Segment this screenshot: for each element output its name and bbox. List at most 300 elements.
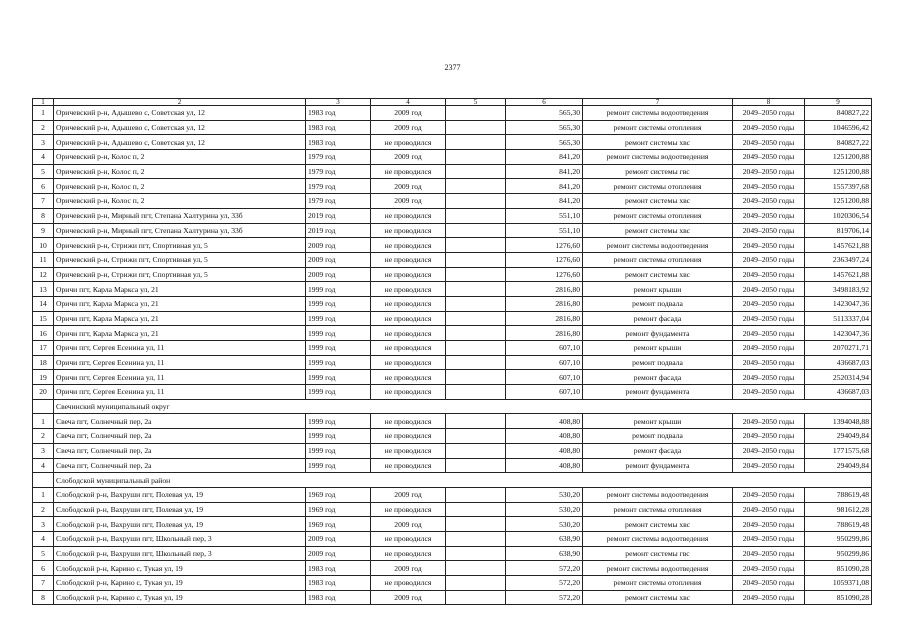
work-type-cell: ремонт системы хвс (583, 517, 733, 532)
empty-cell (446, 385, 506, 400)
period-cell: 2049–2050 годы (733, 487, 805, 502)
work-type-cell: ремонт системы водоотведения (583, 106, 733, 121)
address-cell: Оричи пгт, Сергея Есенина ул, 11 (54, 370, 306, 385)
row-number: 2 (33, 120, 54, 135)
column-number: 3 (306, 99, 371, 106)
column-number: 6 (506, 99, 583, 106)
last-repair-cell: 2009 год (371, 487, 446, 502)
period-cell: 2049–2050 годы (733, 429, 805, 444)
work-type-cell: ремонт подвала (583, 296, 733, 311)
period-cell: 2049–2050 годы (733, 531, 805, 546)
cost-cell: 851090,28 (805, 561, 872, 576)
cost-cell: 5113337,04 (805, 311, 872, 326)
page-number: 2377 (444, 63, 461, 72)
table-row (33, 282, 872, 297)
address-cell: Свеча пгт, Солнечный пер, 2а (54, 443, 306, 458)
cost-cell: 1423047,36 (805, 296, 872, 311)
build-year-cell: 1999 год (306, 385, 371, 400)
table-row (33, 238, 872, 253)
area-cell: 841,20 (506, 179, 583, 194)
cost-cell: 436687,03 (805, 355, 872, 370)
cost-cell: 1251200,88 (805, 150, 872, 165)
cost-cell: 851090,28 (805, 590, 872, 605)
row-number: 8 (33, 590, 54, 605)
empty-cell (446, 267, 506, 282)
period-cell: 2049–2050 годы (733, 517, 805, 532)
column-number: 7 (583, 99, 733, 106)
period-cell: 2049–2050 годы (733, 590, 805, 605)
period-cell: 2049–2050 годы (733, 179, 805, 194)
row-number: 9 (33, 223, 54, 238)
cost-cell: 436687,03 (805, 385, 872, 400)
period-cell: 2049–2050 годы (733, 576, 805, 591)
build-year-cell: 1999 год (306, 296, 371, 311)
period-cell: 2049–2050 годы (733, 355, 805, 370)
area-cell: 530,20 (506, 487, 583, 502)
work-type-cell: ремонт системы хвс (583, 135, 733, 150)
section-number-cell (33, 399, 54, 414)
table-row (33, 208, 872, 223)
table-row (33, 502, 872, 517)
address-cell: Оричевский р-н, Мирный пгт, Степана Халтурина ул, 33б (54, 223, 306, 238)
table-row (33, 487, 872, 502)
last-repair-cell: не проводился (371, 223, 446, 238)
work-type-cell: ремонт фасада (583, 311, 733, 326)
area-cell: 572,20 (506, 576, 583, 591)
address-cell: Оричи пгт, Карла Маркса ул, 21 (54, 326, 306, 341)
address-cell: Оричевский р-н, Адышево с, Советская ул, 12 (54, 135, 306, 150)
address-cell: Слободской р-н, Вахруши пгт, Школьный пер, 3 (54, 531, 306, 546)
last-repair-cell: не проводился (371, 458, 446, 473)
address-cell: Оричи пгт, Карла Маркса ул, 21 (54, 311, 306, 326)
empty-cell (446, 326, 506, 341)
empty-cell (446, 576, 506, 591)
row-number: 7 (33, 194, 54, 209)
build-year-cell: 1999 год (306, 341, 371, 356)
period-cell: 2049–2050 годы (733, 370, 805, 385)
row-number: 5 (33, 164, 54, 179)
area-cell: 607,10 (506, 355, 583, 370)
cost-cell: 788619,48 (805, 487, 872, 502)
empty-cell (446, 135, 506, 150)
last-repair-cell: не проводился (371, 282, 446, 297)
build-year-cell: 2009 год (306, 252, 371, 267)
cost-cell: 1557397,68 (805, 179, 872, 194)
last-repair-cell: не проводился (371, 370, 446, 385)
period-cell: 2049–2050 годы (733, 223, 805, 238)
row-number: 13 (33, 282, 54, 297)
address-cell: Оричевский р-н, Стрижи пгт, Спортивная ул, 5 (54, 267, 306, 282)
table-row (33, 106, 872, 121)
period-cell: 2049–2050 годы (733, 326, 805, 341)
empty-cell (446, 179, 506, 194)
last-repair-cell: не проводился (371, 546, 446, 561)
table-row (33, 561, 872, 576)
work-type-cell: ремонт фасада (583, 370, 733, 385)
period-cell: 2049–2050 годы (733, 106, 805, 121)
area-cell: 530,20 (506, 502, 583, 517)
row-number: 10 (33, 238, 54, 253)
column-number: 2 (54, 99, 306, 106)
build-year-cell: 1999 год (306, 326, 371, 341)
last-repair-cell: не проводился (371, 296, 446, 311)
row-number: 4 (33, 458, 54, 473)
area-cell: 572,20 (506, 590, 583, 605)
section-title: Свечинский муниципальный округ (54, 399, 872, 414)
table-row (33, 311, 872, 326)
table-row (33, 135, 872, 150)
empty-cell (446, 355, 506, 370)
work-type-cell: ремонт системы отопления (583, 208, 733, 223)
last-repair-cell: не проводился (371, 429, 446, 444)
cost-cell: 840827,22 (805, 106, 872, 121)
table-row (33, 267, 872, 282)
empty-cell (446, 194, 506, 209)
work-type-cell: ремонт системы хвс (583, 194, 733, 209)
row-number: 15 (33, 311, 54, 326)
empty-cell (446, 341, 506, 356)
build-year-cell: 2019 год (306, 223, 371, 238)
row-number: 19 (33, 370, 54, 385)
work-type-cell: ремонт системы гвс (583, 164, 733, 179)
empty-cell (446, 590, 506, 605)
work-type-cell: ремонт системы хвс (583, 223, 733, 238)
row-number: 3 (33, 135, 54, 150)
cost-cell: 1423047,36 (805, 326, 872, 341)
address-cell: Слободской р-н, Карино с, Тукая ул, 19 (54, 590, 306, 605)
build-year-cell: 1999 год (306, 311, 371, 326)
table-row (33, 443, 872, 458)
last-repair-cell: не проводился (371, 267, 446, 282)
table-row (33, 546, 872, 561)
cost-cell: 2363497,24 (805, 252, 872, 267)
period-cell: 2049–2050 годы (733, 150, 805, 165)
address-cell: Оричевский р-н, Адышево с, Советская ул, 12 (54, 120, 306, 135)
empty-cell (446, 561, 506, 576)
empty-cell (446, 517, 506, 532)
address-cell: Оричевский р-н, Стрижи пгт, Спортивная ул, 5 (54, 252, 306, 267)
work-type-cell: ремонт подвала (583, 355, 733, 370)
empty-cell (446, 252, 506, 267)
area-cell: 565,30 (506, 120, 583, 135)
row-number: 1 (33, 414, 54, 429)
area-cell: 2816,80 (506, 311, 583, 326)
address-cell: Оричи пгт, Сергея Есенина ул, 11 (54, 385, 306, 400)
work-type-cell: ремонт системы гвс (583, 546, 733, 561)
table-row (33, 355, 872, 370)
empty-cell (446, 282, 506, 297)
table-row (33, 326, 872, 341)
last-repair-cell: 2009 год (371, 179, 446, 194)
cost-cell: 950299,86 (805, 531, 872, 546)
address-cell: Свеча пгт, Солнечный пер, 2а (54, 429, 306, 444)
empty-cell (446, 546, 506, 561)
build-year-cell: 2019 год (306, 208, 371, 223)
empty-cell (446, 164, 506, 179)
build-year-cell: 2009 год (306, 238, 371, 253)
table-row (33, 194, 872, 209)
table-row (33, 252, 872, 267)
period-cell: 2049–2050 годы (733, 238, 805, 253)
work-type-cell: ремонт системы водоотведения (583, 561, 733, 576)
table-row (33, 179, 872, 194)
empty-cell (446, 296, 506, 311)
cost-cell: 950299,86 (805, 546, 872, 561)
row-number: 3 (33, 443, 54, 458)
period-cell: 2049–2050 годы (733, 546, 805, 561)
period-cell: 2049–2050 годы (733, 282, 805, 297)
last-repair-cell: не проводился (371, 576, 446, 591)
cost-cell: 1457621,88 (805, 238, 872, 253)
row-number: 17 (33, 341, 54, 356)
period-cell: 2049–2050 годы (733, 414, 805, 429)
row-number: 16 (33, 326, 54, 341)
cost-cell: 1046596,42 (805, 120, 872, 135)
work-type-cell: ремонт крыши (583, 282, 733, 297)
last-repair-cell: не проводился (371, 414, 446, 429)
table-row (33, 458, 872, 473)
address-cell: Свеча пгт, Солнечный пер, 2а (54, 414, 306, 429)
last-repair-cell: не проводился (371, 208, 446, 223)
address-cell: Оричевский р-н, Колос п, 2 (54, 179, 306, 194)
empty-cell (446, 502, 506, 517)
last-repair-cell: не проводился (371, 385, 446, 400)
row-number: 7 (33, 576, 54, 591)
address-cell: Слободской р-н, Вахруши пгт, Полевая ул, 19 (54, 502, 306, 517)
last-repair-cell: 2009 год (371, 590, 446, 605)
last-repair-cell: 2009 год (371, 150, 446, 165)
work-type-cell: ремонт системы водоотведения (583, 487, 733, 502)
empty-cell (446, 458, 506, 473)
last-repair-cell: не проводился (371, 238, 446, 253)
table-row (33, 531, 872, 546)
work-type-cell: ремонт фундамента (583, 458, 733, 473)
build-year-cell: 1999 год (306, 443, 371, 458)
build-year-cell: 1999 год (306, 429, 371, 444)
work-type-cell: ремонт системы водоотведения (583, 238, 733, 253)
period-cell: 2049–2050 годы (733, 561, 805, 576)
period-cell: 2049–2050 годы (733, 296, 805, 311)
area-cell: 2816,80 (506, 326, 583, 341)
row-number: 1 (33, 106, 54, 121)
build-year-cell: 1979 год (306, 194, 371, 209)
area-cell: 530,20 (506, 517, 583, 532)
column-number: 9 (805, 99, 872, 106)
address-cell: Свеча пгт, Солнечный пер, 2а (54, 458, 306, 473)
work-type-cell: ремонт системы отопления (583, 252, 733, 267)
repair-schedule-table (32, 98, 872, 605)
last-repair-cell: не проводился (371, 326, 446, 341)
last-repair-cell: не проводился (371, 135, 446, 150)
area-cell: 607,10 (506, 341, 583, 356)
address-cell: Оричи пгт, Сергея Есенина ул, 11 (54, 355, 306, 370)
period-cell: 2049–2050 годы (733, 135, 805, 150)
row-number: 20 (33, 385, 54, 400)
table-row (33, 414, 872, 429)
work-type-cell: ремонт крыши (583, 414, 733, 429)
period-cell: 2049–2050 годы (733, 443, 805, 458)
cost-cell: 788619,48 (805, 517, 872, 532)
period-cell: 2049–2050 годы (733, 311, 805, 326)
row-number: 2 (33, 429, 54, 444)
build-year-cell: 1979 год (306, 164, 371, 179)
area-cell: 2816,80 (506, 282, 583, 297)
empty-cell (446, 370, 506, 385)
build-year-cell: 1979 год (306, 150, 371, 165)
last-repair-cell: 2009 год (371, 517, 446, 532)
cost-cell: 1251200,88 (805, 164, 872, 179)
work-type-cell: ремонт подвала (583, 429, 733, 444)
empty-cell (446, 208, 506, 223)
area-cell: 841,20 (506, 150, 583, 165)
table-row (33, 517, 872, 532)
row-number: 6 (33, 561, 54, 576)
address-cell: Оричи пгт, Карла Маркса ул, 21 (54, 282, 306, 297)
section-row (33, 473, 872, 488)
address-cell: Оричевский р-н, Мирный пгт, Степана Халтурина ул, 33б (54, 208, 306, 223)
area-cell: 572,20 (506, 561, 583, 576)
cost-cell: 840827,22 (805, 135, 872, 150)
table-row (33, 341, 872, 356)
row-number: 8 (33, 208, 54, 223)
empty-cell (446, 311, 506, 326)
table-row (33, 370, 872, 385)
build-year-cell: 1983 год (306, 590, 371, 605)
build-year-cell: 1983 год (306, 576, 371, 591)
build-year-cell: 2009 год (306, 267, 371, 282)
area-cell: 638,90 (506, 531, 583, 546)
cost-cell: 1059371,08 (805, 576, 872, 591)
row-number: 14 (33, 296, 54, 311)
area-cell: 408,80 (506, 414, 583, 429)
work-type-cell: ремонт системы хвс (583, 267, 733, 282)
cost-cell: 294049,84 (805, 458, 872, 473)
column-number: 8 (733, 99, 805, 106)
address-cell: Оричевский р-н, Колос п, 2 (54, 194, 306, 209)
area-cell: 841,20 (506, 164, 583, 179)
cost-cell: 1771575,68 (805, 443, 872, 458)
last-repair-cell: 2009 год (371, 120, 446, 135)
work-type-cell: ремонт фасада (583, 443, 733, 458)
work-type-cell: ремонт системы хвс (583, 590, 733, 605)
work-type-cell: ремонт системы отопления (583, 502, 733, 517)
area-cell: 1276,60 (506, 267, 583, 282)
cost-cell: 1394048,88 (805, 414, 872, 429)
build-year-cell: 1983 год (306, 120, 371, 135)
address-cell: Слободской р-н, Карино с, Тукая ул, 19 (54, 561, 306, 576)
row-number: 3 (33, 517, 54, 532)
area-cell: 1276,60 (506, 238, 583, 253)
period-cell: 2049–2050 годы (733, 194, 805, 209)
section-number-cell (33, 473, 54, 488)
build-year-cell: 1983 год (306, 106, 371, 121)
empty-cell (446, 414, 506, 429)
row-number: 11 (33, 252, 54, 267)
cost-cell: 819706,14 (805, 223, 872, 238)
period-cell: 2049–2050 годы (733, 164, 805, 179)
empty-cell (446, 429, 506, 444)
area-cell: 408,80 (506, 458, 583, 473)
last-repair-cell: не проводился (371, 502, 446, 517)
last-repair-cell: 2009 год (371, 106, 446, 121)
row-number: 12 (33, 267, 54, 282)
address-cell: Слободской р-н, Вахруши пгт, Школьный пер, 3 (54, 546, 306, 561)
build-year-cell: 1999 год (306, 414, 371, 429)
address-cell: Оричевский р-н, Колос п, 2 (54, 150, 306, 165)
period-cell: 2049–2050 годы (733, 252, 805, 267)
row-number: 18 (33, 355, 54, 370)
build-year-cell: 1983 год (306, 135, 371, 150)
row-number: 4 (33, 150, 54, 165)
cost-cell: 1251200,88 (805, 194, 872, 209)
cost-cell: 1457621,88 (805, 267, 872, 282)
last-repair-cell: не проводился (371, 355, 446, 370)
area-cell: 565,30 (506, 135, 583, 150)
empty-cell (446, 238, 506, 253)
cost-cell: 294049,84 (805, 429, 872, 444)
build-year-cell: 1999 год (306, 282, 371, 297)
address-cell: Слободской р-н, Карино с, Тукая ул, 19 (54, 576, 306, 591)
work-type-cell: ремонт системы отопления (583, 179, 733, 194)
area-cell: 1276,60 (506, 252, 583, 267)
area-cell: 408,80 (506, 429, 583, 444)
address-cell: Оричи пгт, Сергея Есенина ул, 11 (54, 341, 306, 356)
table-row (33, 385, 872, 400)
row-number: 5 (33, 546, 54, 561)
table-row (33, 429, 872, 444)
area-cell: 2816,80 (506, 296, 583, 311)
empty-cell (446, 223, 506, 238)
build-year-cell: 1999 год (306, 355, 371, 370)
empty-cell (446, 531, 506, 546)
section-row (33, 399, 872, 414)
column-number: 1 (33, 99, 54, 106)
work-type-cell: ремонт системы отопления (583, 576, 733, 591)
period-cell: 2049–2050 годы (733, 502, 805, 517)
section-title: Слободской муниципальный район (54, 473, 872, 488)
address-cell: Оричевский р-н, Адышево с, Советская ул, 12 (54, 106, 306, 121)
row-number: 4 (33, 531, 54, 546)
area-cell: 551,10 (506, 208, 583, 223)
area-cell: 638,90 (506, 546, 583, 561)
column-number: 5 (446, 99, 506, 106)
column-number-row (33, 99, 872, 106)
empty-cell (446, 106, 506, 121)
empty-cell (446, 487, 506, 502)
last-repair-cell: не проводился (371, 341, 446, 356)
build-year-cell: 1979 год (306, 179, 371, 194)
period-cell: 2049–2050 годы (733, 385, 805, 400)
cost-cell: 2070271,71 (805, 341, 872, 356)
table-row (33, 590, 872, 605)
table-row (33, 150, 872, 165)
row-number: 2 (33, 502, 54, 517)
build-year-cell: 1999 год (306, 458, 371, 473)
build-year-cell: 1969 год (306, 517, 371, 532)
area-cell: 565,30 (506, 106, 583, 121)
row-number: 6 (33, 179, 54, 194)
work-type-cell: ремонт системы водоотведения (583, 531, 733, 546)
work-type-cell: ремонт системы водоотведения (583, 150, 733, 165)
cost-cell: 1020306,54 (805, 208, 872, 223)
period-cell: 2049–2050 годы (733, 120, 805, 135)
address-cell: Оричи пгт, Карла Маркса ул, 21 (54, 296, 306, 311)
address-cell: Слободской р-н, Вахруши пгт, Полевая ул, 19 (54, 487, 306, 502)
table-row (33, 223, 872, 238)
address-cell: Слободской р-н, Вахруши пгт, Полевая ул, 19 (54, 517, 306, 532)
cost-cell: 2520314,94 (805, 370, 872, 385)
work-type-cell: ремонт системы отопления (583, 120, 733, 135)
